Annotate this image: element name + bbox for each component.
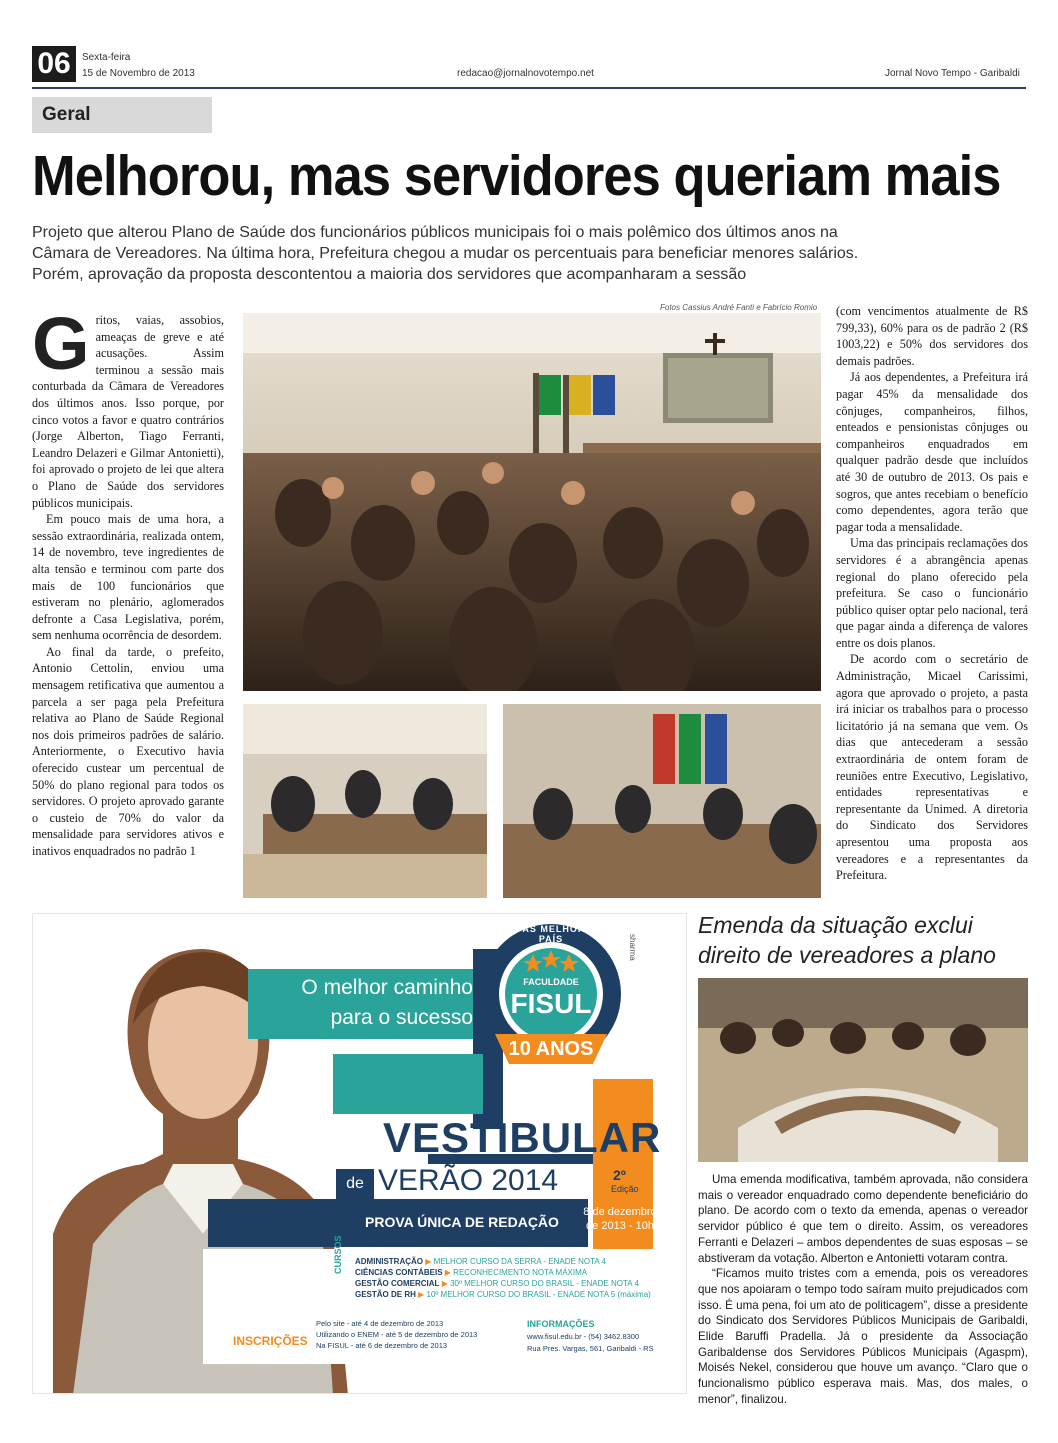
headline: Melhorou, mas servidores queriam mais bbox=[32, 144, 1001, 208]
article-paragraph: (com vencimentos atualmente de R$ 799,33), 60% para os de padrão 2 (R$ 1003,22) e 50% dos servidores dos demais padrões. bbox=[836, 304, 1028, 368]
photo-council-table bbox=[243, 704, 487, 898]
ad-inscricoes-dates bbox=[316, 1318, 477, 1351]
sidebar-paragraph: Uma emenda modificativa, também aprovada, não considera mais o vereador enquadrado como dependente beneficiário do plano. De acordo com o texto da emenda, apenas o vereador servidor público é que tem o direito. Assim, os vereadores Ferranti e Delazeri – ambos dependentes de suas esposas – se abstiveram da votação. Alberton e Antonietti votaram contra. bbox=[698, 1173, 1028, 1265]
newspaper-name: Jornal Novo Tempo - Garibaldi bbox=[885, 68, 1020, 79]
photo-council-voting bbox=[503, 704, 821, 898]
ad-prova-unica: PROVA ÚNICA DE REDAÇÃO bbox=[365, 1214, 559, 1230]
ad-inscricoes-label: INSCRIÇÕES bbox=[233, 1334, 308, 1348]
article-left-column bbox=[32, 302, 224, 860]
page-number: 06 bbox=[32, 46, 76, 82]
sidebar-body bbox=[698, 1172, 1028, 1408]
drop-cap: G bbox=[32, 302, 90, 385]
header-rule bbox=[32, 87, 1026, 89]
fisul-advertisement[interactable] bbox=[32, 913, 687, 1394]
ad-inscricao-line: Utilizando o ENEM - até 5 de dezembro de 2013 bbox=[316, 1330, 478, 1339]
sidebar-title: Emenda da situação exclui direito de vereadores a plano bbox=[698, 912, 996, 968]
article-paragraph: De acordo com o secretário de Administração, Micael Carissimi, agora que aprovado o projeto, a pasta irá iniciar os trabalhos para o processo licitatório já na semana que vem. Os dias que antecederam a sessão extraordinária de ontem foram de reuniões entre Executivo, Legislativo, entidades representativas e representante da Unimed. A diretoria do Sindicato dos Servidores apresentou uma proposta aos vereadores e a representantes da Prefeitura. bbox=[836, 652, 1028, 883]
article-paragraph: Ao final da tarde, o prefeito, Antonio Cettolin, enviou uma mensagem retificativa que aumentou a parcela a ser paga pela Prefeitura relativa ao Plano de Saúde Regional nos dois primeiros padrões de salário. Anteriormente, o Executivo havia oferecido custear um percentual de 50% do plano regional para todos os servidores. O projeto aprovado garante o custeio de 70% do valor da mensalidade para servidores ativos e inativos enquadrados no padrão 1 bbox=[32, 644, 224, 858]
lead-paragraph: Projeto que alterou Plano de Saúde dos funcionários públicos municipais foi o mais polêmico dos últimos anos na Câmara de Vereadores. Na última hora, Prefeitura chegou a mudar os percentuais para beneficiar menores salários. Porém, aprovação da proposta descontentou a maioria dos servidores que acompanharam a sessão bbox=[32, 224, 859, 283]
issue-date: 15 de Novembro de 2013 bbox=[82, 68, 195, 79]
ad-verao-2014: VERÃO 2014 bbox=[378, 1164, 559, 1197]
ad-edicao-label: Edição bbox=[611, 1184, 639, 1194]
ad-vestibular: VESTIBULAR bbox=[383, 1114, 662, 1161]
article-paragraph: Em pouco mais de uma hora, a sessão extraordinária, realizada ontem, 14 de novembro, teve ingredientes de alta tensão e terminou com parte dos mais de 100 funcionários que estiveram no plenário, aglomerados defronte a Casa Legislativa, porém, sem nenhuma ocorrência de desordem. bbox=[32, 512, 224, 643]
ad-slogan-line-1: O melhor caminho bbox=[301, 976, 473, 999]
ad-course-list bbox=[355, 1256, 651, 1300]
ad-edicao-number: 2º bbox=[613, 1167, 626, 1183]
article-paragraph: Uma das principais reclamações dos servidores é a abrangência apenas regional do plano oferecido pela prefeitura. Se caso o funcionário público quiser optar pelo nacional, terá que pagar ainda a diferença de valores entre os dois planos. bbox=[836, 536, 1028, 650]
photo-sidebar-chamber bbox=[698, 978, 1028, 1162]
ad-inscricao-line: Pelo site - até 4 de dezembro de 2013 bbox=[316, 1319, 444, 1328]
email-link[interactable]: redacao@jornalnovotempo.net bbox=[457, 68, 594, 79]
ad-prova-date-line-1: 8 de dezembro bbox=[583, 1206, 657, 1218]
ad-de: de bbox=[336, 1169, 374, 1199]
ad-info-title: INFORMAÇÕES bbox=[527, 1319, 595, 1329]
ad-info-line-2: Rua Pres. Vargas, 561, Garibaldi - RS bbox=[527, 1344, 654, 1353]
main-photo-chamber-session bbox=[243, 313, 821, 691]
photo-credit: Fotos Cassius André Fanti e Fabrício Romio bbox=[660, 303, 818, 312]
ad-slogan-line-2: para o sucesso bbox=[330, 1006, 473, 1029]
ad-course-item: ADMINISTRAÇÃO ▶ MELHOR CURSO DA SERRA - ENADE NOTA 4 bbox=[355, 1257, 606, 1266]
ad-badge-10-anos: 10 ANOS bbox=[508, 1038, 594, 1060]
article-paragraph: Já aos dependentes, a Prefeitura irá pagar 45% da mensalidade dos cônjuges, companheiros, filhos, enteados e pensionistas cônjuges ou companheiros enquadrados em qualquer padrão desde que incluídos até 30 de outubro de 2013. Os pais e sogros, que antes recebiam o benefício como dependentes, agora terão que pagar toda a mensalidade. bbox=[836, 370, 1028, 534]
ad-badge-arc-text: ENTRE AS MELHORES DO PAÍS bbox=[483, 924, 619, 944]
ad-course-item: CIÊNCIAS CONTÁBEIS ▶ RECONHECIMENTO NOTA MÁXIMA bbox=[355, 1268, 588, 1277]
ad-course-item: GESTÃO COMERCIAL ▶ 30º MELHOR CURSO DO BRASIL - ENADE NOTA 4 bbox=[355, 1279, 639, 1288]
ad-badge-faculdade: FACULDADE bbox=[523, 977, 579, 987]
section-label: Geral bbox=[32, 97, 212, 133]
ad-agency-mark: sharma bbox=[628, 934, 637, 961]
sidebar-paragraph: “Ficamos muito tristes com a emenda, pois os vereadores que nos apoiaram o tempo todo saíram muito prejudicados com isso. É uma pena, foi um ato de politicagem”, disse a presidente do Sindicato dos Servidores Públicos Municipais de Garibaldi, Elide Baruffi Pradella. Já o presidente da Associação Garibaldense dos Servidores Públicos Municipais (Agaspm), Moisés Nekel, considerou que houve um avanço. “Claro que o funcionalismo público esperava mais. Mas, dos males, o menor”, finalizou. bbox=[698, 1267, 1028, 1406]
article-right-column bbox=[836, 303, 1028, 884]
ad-inscricao-line: Na FISUL - até 6 de dezembro de 2013 bbox=[316, 1341, 448, 1350]
ad-course-item: GESTÃO DE RH ▶ 10º MELHOR CURSO DO BRASIL - ENADE NOTA 5 (máxima) bbox=[355, 1290, 651, 1299]
ad-badge-fisul: FISUL bbox=[510, 988, 592, 1019]
ad-cursos-label: CURSOS bbox=[333, 1235, 343, 1274]
weekday: Sexta-feira bbox=[82, 52, 131, 63]
ad-info-line-1[interactable]: www.fisul.edu.br - (54) 3462.8300 bbox=[527, 1332, 640, 1341]
ad-prova-date-line-2: de 2013 - 10h bbox=[586, 1220, 654, 1232]
article-paragraph: Gritos, vaias, assobios, ameaças de greve e até acusações. Assim terminou a sessão mais conturbada da Câmara de Vereadores dos últimos anos. Isso porque, por cinco votos a favor e quatro contrários (Jorge Alberton, Tiago Ferranti, Leandro Delazeri e Gilmar Antonietti), foi aprovado o projeto de lei que altera o Plano de Saúde dos servidores públicos municipais. bbox=[32, 302, 224, 510]
